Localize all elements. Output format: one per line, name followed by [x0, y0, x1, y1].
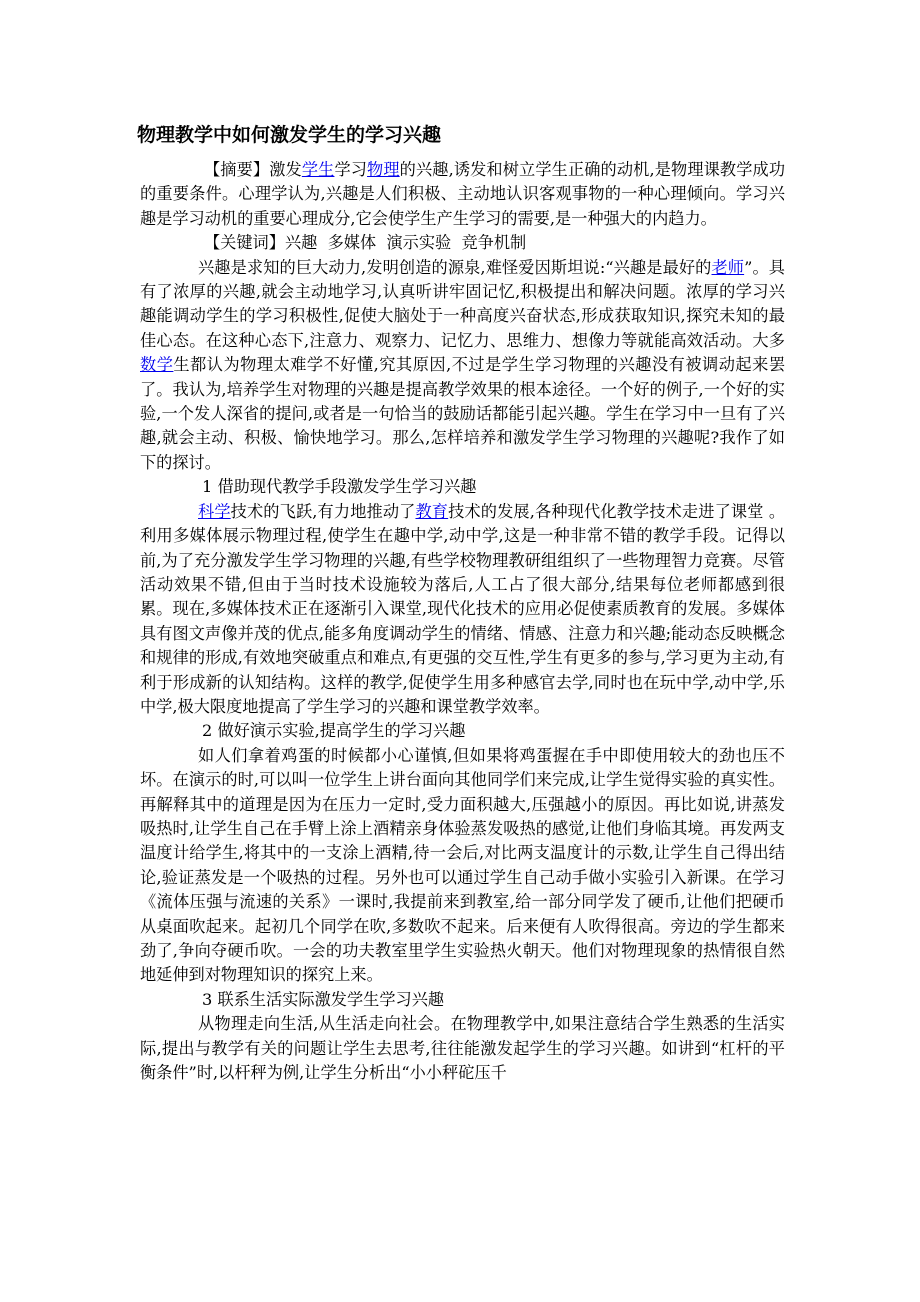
section3-paragraph: 从物理走向生活,从生活走向社会。在物理教学中,如果注意结合学生熟悉的生活实际,提出与教学有关的问题让学生去思考,往往能激发起学生的学习兴趣。如讲到“杠杆的平衡条件”时,以杆秤为例,让学生分析出“小小秤砣压千	[140, 1014, 785, 1083]
document-body	[140, 158, 785, 1085]
link-teacher[interactable]: 老师	[711, 257, 745, 277]
link-education[interactable]: 教育	[415, 501, 449, 521]
section2-heading: 2 做好演示实验,提高学生的学习兴趣	[202, 721, 466, 741]
keywords-label: 【关键词】	[204, 233, 285, 253]
section1-heading: 1 借助现代教学手段激发学生学习兴趣	[202, 477, 477, 497]
document-title: 物理教学中如何激发学生的学习兴趣	[137, 124, 442, 146]
link-physics[interactable]: 物理	[367, 160, 400, 179]
link-science[interactable]: 科学	[198, 501, 231, 521]
abstract-text-2: 学习	[334, 160, 368, 179]
intro-paragraph	[140, 256, 785, 476]
section2-paragraph: 如人们拿着鸡蛋的时候都小心谨慎,但如果将鸡蛋握在手中即使用较大的劲也压不坏。在演示的时,可以叫一位学生上讲台面向其他同学们来完成,让学生觉得实验的真实性。再解释其中的道理是因为在压力一定时,受力面积越大,压强越小的原因。再比如说,讲蒸发吸热时,让学生自己在手臂上涂上酒精亲身体验蒸发吸热的感觉,让他们身临其境。再发两支温度计给学生,将其中的一支涂上酒精,待一会后,对比两支温度计的示数,让学生自己得出结论,验证蒸发是一个吸热的过程。另外也可以通过学生自己动手做小实验引入新课。在学习《流体压强与流速的关系》一课时,我提前来到教室,给一部分同学发了硬币,让他们把硬币从桌面吹起来。起初几个同学在吹,多数吹不起来。后来便有人吹得很高。旁边的学生都来劲了,争向夺硬币吹。一会的功夫教室里学生实验热火朝天。他们对物理现象的热情很自然地延伸到对物理知识的探究上来。	[140, 745, 785, 985]
abstract-paragraph	[140, 158, 785, 231]
link-math[interactable]: 数学	[140, 355, 174, 375]
intro-text-1: 兴趣是求知的巨大动力,发明创造的源泉,难怪爱因斯坦说:“兴趣是最好的	[198, 257, 712, 277]
intro-text-2: ”。具有了浓厚的兴趣,就会主动地学习,认真听讲牢固记忆,积极提出和解决问题。浓厚的学习兴趣能调动学生的学习积极性,促使大脑处于一种高度兴奋状态,形成获取知识,探究未知的最佳心态。在这种心态下,注意力、观察力、记忆力、思维力、想像力等就能高效活动。大多	[140, 257, 785, 350]
keywords-paragraph	[140, 231, 785, 255]
link-student[interactable]: 学生	[301, 160, 335, 179]
section1-text-2: 技术的发展,各种现代化教学技术走进了课堂 。利用多媒体展示物理过程,使学生在趣中学,动中学,这是一种非常不错的教学手段。记得以前,为了充分激发学生学习物理的兴趣,有些学校物理教研组组织了一些物理智力竞赛。尽管活动效果不错,但由于当时技术设施较为落后,人工占了很大部分,结果每位老师都感到很累。现在,多媒体技术正在逐渐引入课堂,现代化技术的应用必促使素质教育的发展。多媒体具有图文声像并茂的优点,能多角度调动学生的情绪、情感、注意力和兴趣;能动态反映概念和规律的形成,有效地突破重点和难点,有更强的交互性,学生有更多的参与,学习更为主动,有利于形成新的认知结构。这样的教学,促使学生用多种感官去学,同时也在玩中学,动中学,乐中学,极大限度地提高了学生学习的兴趣和课堂教学效率。	[140, 501, 786, 716]
section1-text-1: 技术的飞跃,有力地推动了	[230, 501, 416, 521]
section1-paragraph	[140, 500, 785, 720]
intro-text-3: 生都认为物理太难学不好懂,究其原因,不过是学生学习物理的兴趣没有被调动起来罢了。我认为,培养学生对物理的兴趣是提高教学效果的根本途径。一个好的例子,一个好的实验,一个发人深省的提问,或者是一句恰当的鼓励话都能引起兴趣。学生在学习中一旦有了兴趣,就会主动、积极、愉快地学习。那么,怎样培养和激发学生学习物理的兴趣呢?我作了如下的探讨。	[140, 355, 786, 472]
abstract-text-3: 的兴趣,诱发和树立学生正确的动机,是物理课教学成功的重要条件。心理学认为,兴趣是人们积极、主动地认识客观事物的一种心理倾向。学习兴趣是学习动机的重要心理成分,它会使学生产生学习的需要,是一种强大的内趋力。	[140, 160, 786, 228]
abstract-label: 【摘要】	[204, 160, 270, 179]
section3-heading: 3 联系生活实际激发学生学习兴趣	[202, 989, 445, 1009]
abstract-text-1: 激发	[269, 160, 302, 179]
keywords-text: 兴趣 多媒体 演示实验 竞争机制	[284, 233, 527, 253]
